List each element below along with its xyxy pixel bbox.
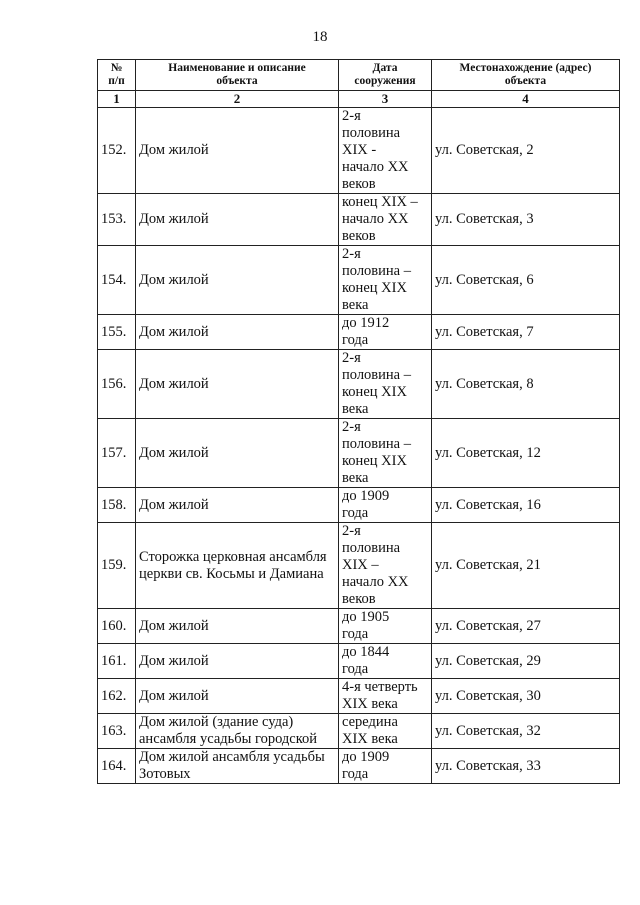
row-number: 156. <box>98 350 136 419</box>
table-row <box>98 419 620 488</box>
object-address: ул. Советская, 27 <box>432 609 620 644</box>
table-row <box>98 523 620 609</box>
construction-date: конец XIX – начало XX веков <box>339 194 432 246</box>
column-number: 1 <box>98 91 136 108</box>
construction-date: до 1912 года <box>339 315 432 350</box>
object-name: Дом жилой <box>136 194 339 246</box>
construction-date: середина XIX века <box>339 714 432 749</box>
object-address: ул. Советская, 30 <box>432 679 620 714</box>
row-number: 162. <box>98 679 136 714</box>
object-address: ул. Советская, 2 <box>432 108 620 194</box>
row-number: 155. <box>98 315 136 350</box>
object-name: Дом жилой <box>136 350 339 419</box>
object-name: Дом жилой <box>136 419 339 488</box>
object-address: ул. Советская, 29 <box>432 644 620 679</box>
column-number: 4 <box>432 91 620 108</box>
construction-date: до 1909 года <box>339 749 432 784</box>
construction-date: 2-я половина XIX – начало XX веков <box>339 523 432 609</box>
row-number: 158. <box>98 488 136 523</box>
object-address: ул. Советская, 8 <box>432 350 620 419</box>
table-row <box>98 246 620 315</box>
column-number: 3 <box>339 91 432 108</box>
object-name: Дом жилой <box>136 246 339 315</box>
object-name: Дом жилой <box>136 679 339 714</box>
row-number: 163. <box>98 714 136 749</box>
page-number: 18 <box>312 29 328 45</box>
object-address: ул. Советская, 3 <box>432 194 620 246</box>
object-name: Дом жилой (здание суда) ансамбля усадьбы городской <box>136 714 339 749</box>
row-number: 154. <box>98 246 136 315</box>
object-name: Дом жилой ансамбля усадьбы Зотовых <box>136 749 339 784</box>
table-row <box>98 679 620 714</box>
table-row <box>98 488 620 523</box>
table-row <box>98 108 620 194</box>
header-num: № п/п <box>98 60 136 91</box>
table-row <box>98 609 620 644</box>
row-number: 164. <box>98 749 136 784</box>
construction-date: 2-я половина XIX - начало XX веков <box>339 108 432 194</box>
object-address: ул. Советская, 33 <box>432 749 620 784</box>
object-address: ул. Советская, 16 <box>432 488 620 523</box>
column-number-row <box>98 91 620 108</box>
row-number: 157. <box>98 419 136 488</box>
object-address: ул. Советская, 7 <box>432 315 620 350</box>
table-row <box>98 315 620 350</box>
table-row <box>98 194 620 246</box>
object-name: Дом жилой <box>136 315 339 350</box>
construction-date: 2-я половина – конец XIX века <box>339 350 432 419</box>
table-row <box>98 350 620 419</box>
object-name: Дом жилой <box>136 609 339 644</box>
header-address: Местонахождение (адрес) объекта <box>432 60 620 91</box>
construction-date: 2-я половина – конец XIX века <box>339 419 432 488</box>
heritage-objects-table <box>97 59 620 784</box>
object-address: ул. Советская, 12 <box>432 419 620 488</box>
row-number: 161. <box>98 644 136 679</box>
object-address: ул. Советская, 32 <box>432 714 620 749</box>
column-number: 2 <box>136 91 339 108</box>
object-name: Дом жилой <box>136 488 339 523</box>
row-number: 160. <box>98 609 136 644</box>
row-number: 152. <box>98 108 136 194</box>
object-name: Дом жилой <box>136 108 339 194</box>
construction-date: до 1909 года <box>339 488 432 523</box>
object-name: Дом жилой <box>136 644 339 679</box>
object-address: ул. Советская, 21 <box>432 523 620 609</box>
object-address: ул. Советская, 6 <box>432 246 620 315</box>
object-name: Сторожка церковная ансамбля церкви св. Косьмы и Дамиана <box>136 523 339 609</box>
table-row <box>98 714 620 749</box>
construction-date: до 1844 года <box>339 644 432 679</box>
construction-date: 2-я половина – конец XIX века <box>339 246 432 315</box>
row-number: 153. <box>98 194 136 246</box>
header-name: Наименование и описание объекта <box>136 60 339 91</box>
header-date: Дата сооружения <box>339 60 432 91</box>
row-number: 159. <box>98 523 136 609</box>
table-row <box>98 749 620 784</box>
construction-date: 4-я четверть XIX века <box>339 679 432 714</box>
table-row <box>98 644 620 679</box>
table-header-row <box>98 60 620 91</box>
construction-date: до 1905 года <box>339 609 432 644</box>
